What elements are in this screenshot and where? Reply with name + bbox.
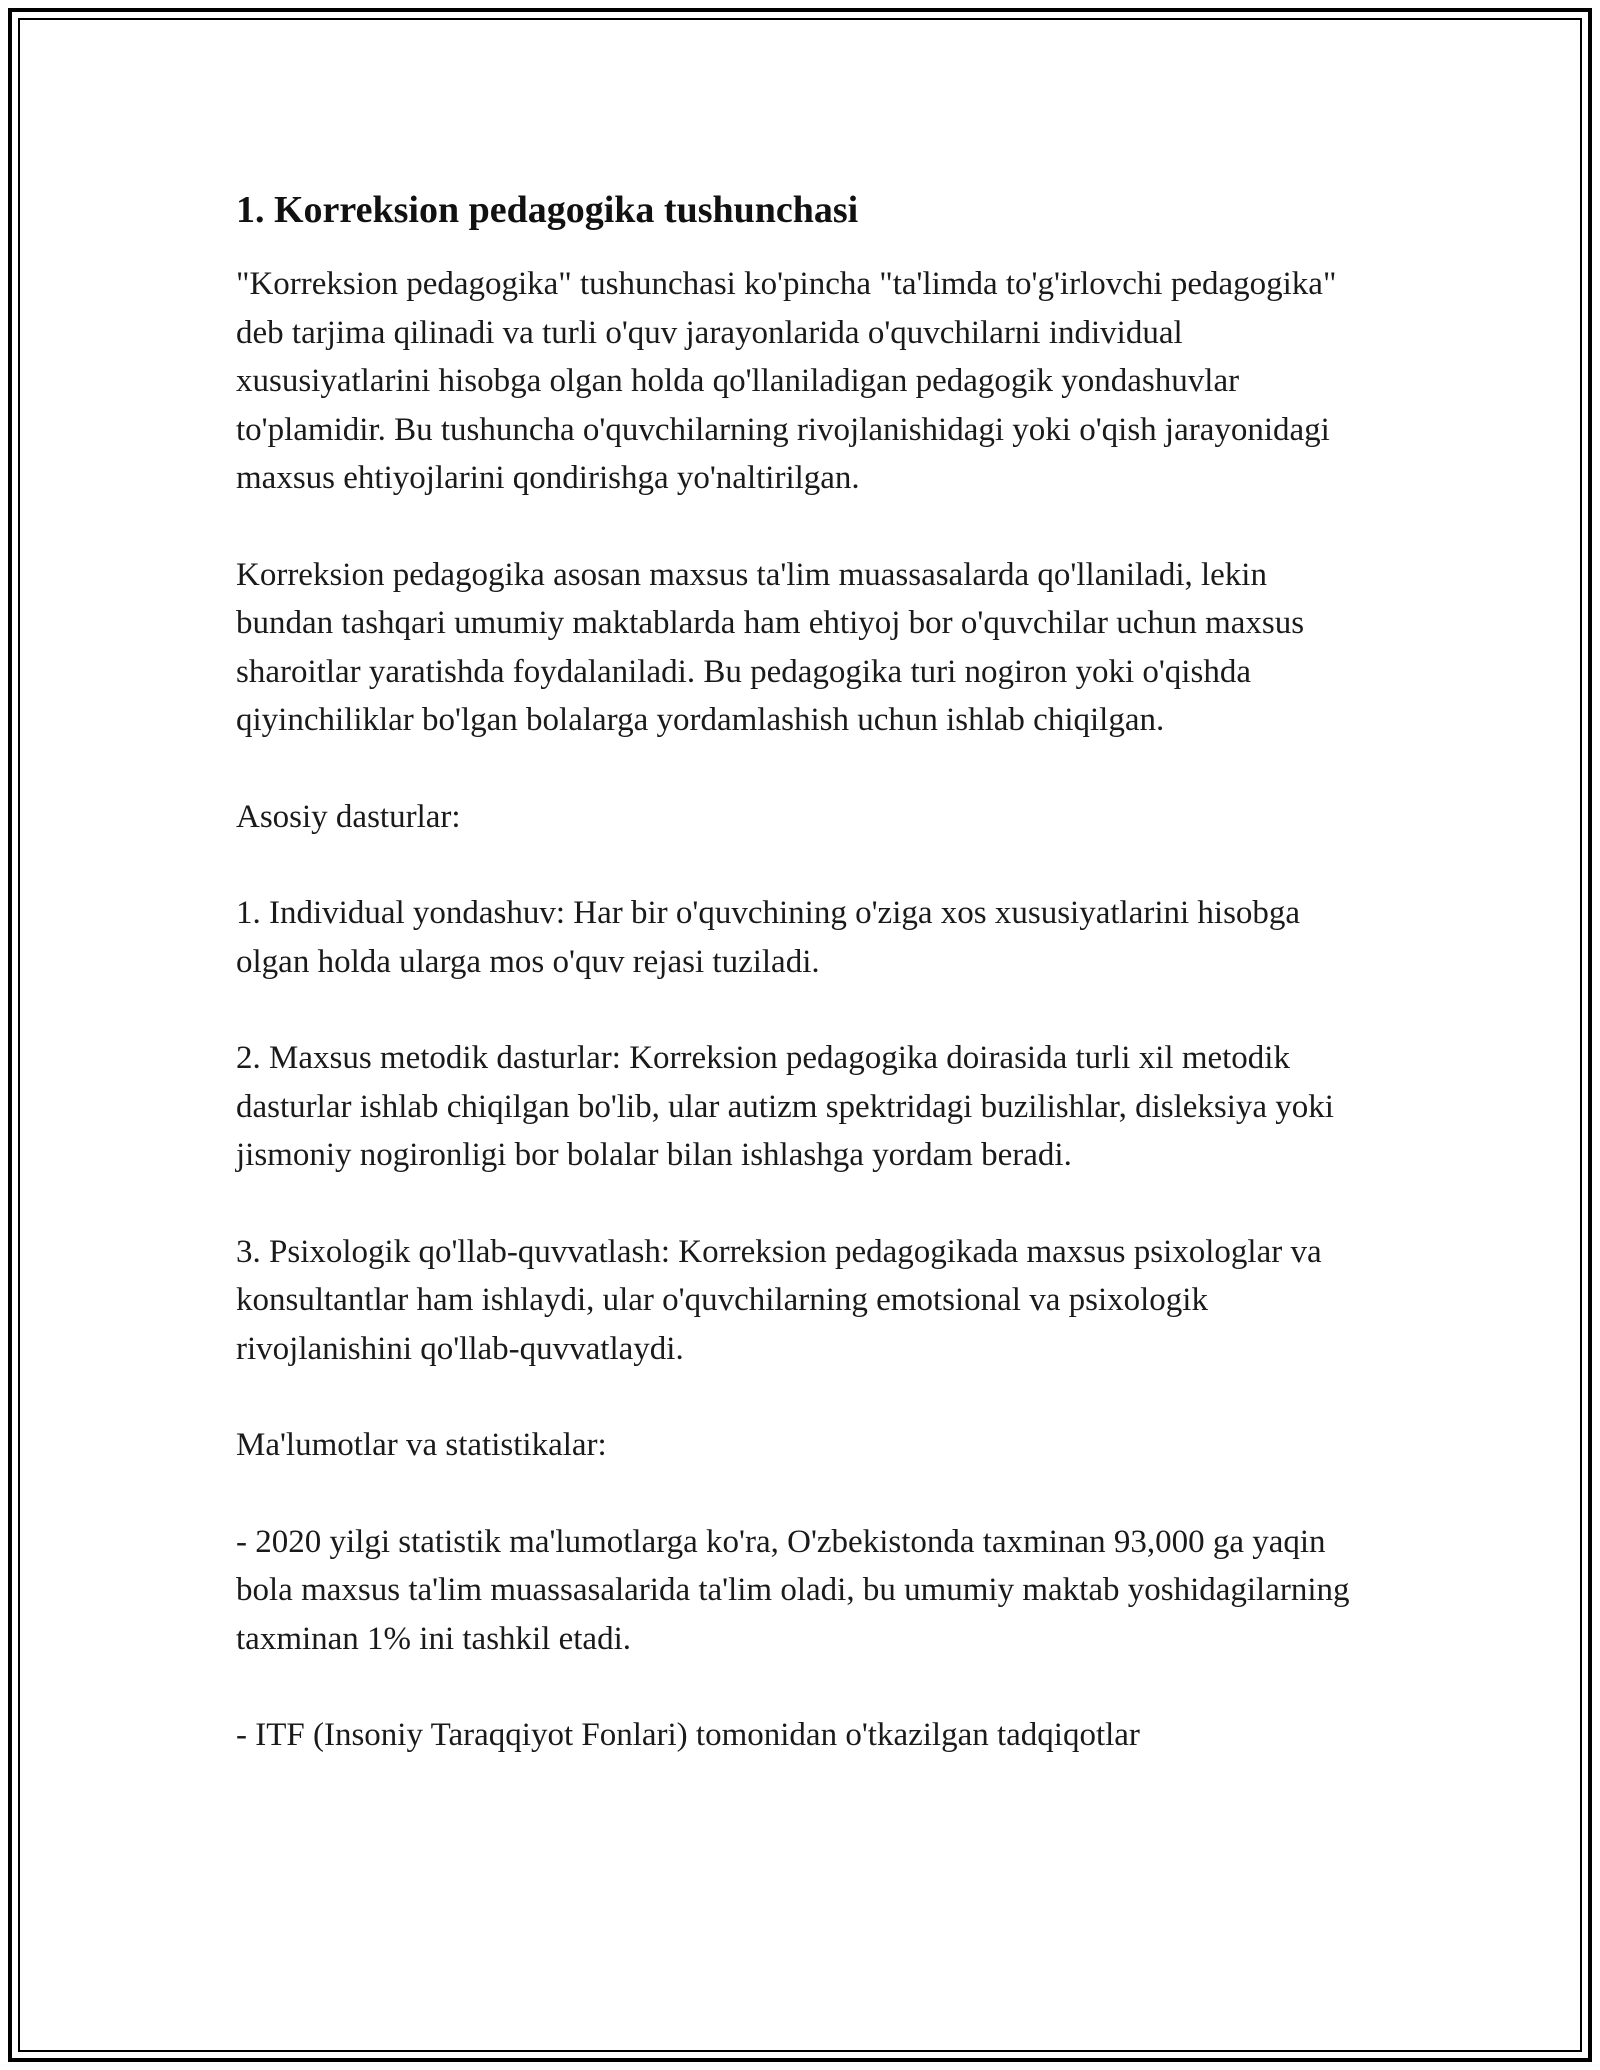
section-heading: 1. Korreksion pedagogika tushunchasi — [236, 189, 859, 231]
programs-heading: Asosiy dasturlar: — [236, 798, 461, 835]
statistics-item-1: - 2020 yilgi statistik ma'lumotlarga ko'ra, O'zbekistonda taxminan 93,000 ga yaqin bola maxsus ta'lim muassasalarida ta'lim oladi, bu umumiy maktab yoshidagilarning taxminan 1% ini tashkil etadi. — [236, 1523, 1350, 1657]
program-item-1: 1. Individual yondashuv: Har bir o'quvchining o'ziga xos xususiyatlarini hisobga olgan holda ularga mos o'quv rejasi tuziladi. — [236, 895, 1301, 980]
statistics-heading: Ma'lumotlar va statistikalar: — [236, 1427, 607, 1463]
program-item-3: 3. Psixologik qo'llab-quvvatlash: Korreksion pedagogikada maxsus psixologlar va konsultantlar ham ishlaydi, ular o'quvchilarning emotsional va psixologik rivojlanishini qo'llab-quvvatlaydi. — [236, 1233, 1322, 1367]
statistics-item-2: - ITF (Insoniy Taraqqiyot Fonlari) tomonidan o'tkazilgan tadqiqotlar — [236, 1717, 1140, 1753]
document-body — [236, 186, 1366, 1808]
program-item-2: 2. Maxsus metodik dasturlar: Korreksion pedagogika doirasida turli xil metodik dasturlar ishlab chiqilgan bo'lib, ular autizm spektridagi buzilishlar, disleksiya yoki jismoniy nogironligi bor bolalar bilan ishlashga yordam beradi. — [236, 1040, 1334, 1173]
paragraph-usage: Korreksion pedagogika asosan maxsus ta'lim muassasalarda qo'llaniladi, lekin bundan tashqari umumiy maktablarda ham ehtiyoj bor o'quvchilar uchun maxsus sharoitlar yaratishda foydalaniladi. Bu pedagogika turi nogiron yoki o'qishda qiyinchiliklar bo'lgan bolalarga yordamlashish uchun ishlab chiqilgan. — [236, 556, 1305, 738]
paragraph-definition: "Korreksion pedagogika" tushunchasi ko'pincha "ta'limda to'g'irlovchi pedagogika" deb tarjima qilinadi va turli o'quv jarayonlarida o'quvchilarni individual xususiyatlarini hisobga olgan holda qo'llaniladigan pedagogik yondashuvlar to'plamidir. Bu tushuncha o'quvchilarning rivojlanishidagi yoki o'qish jarayonidagi maxsus ehtiyojlarini qondirishga yo'naltirilgan. — [236, 266, 1337, 496]
